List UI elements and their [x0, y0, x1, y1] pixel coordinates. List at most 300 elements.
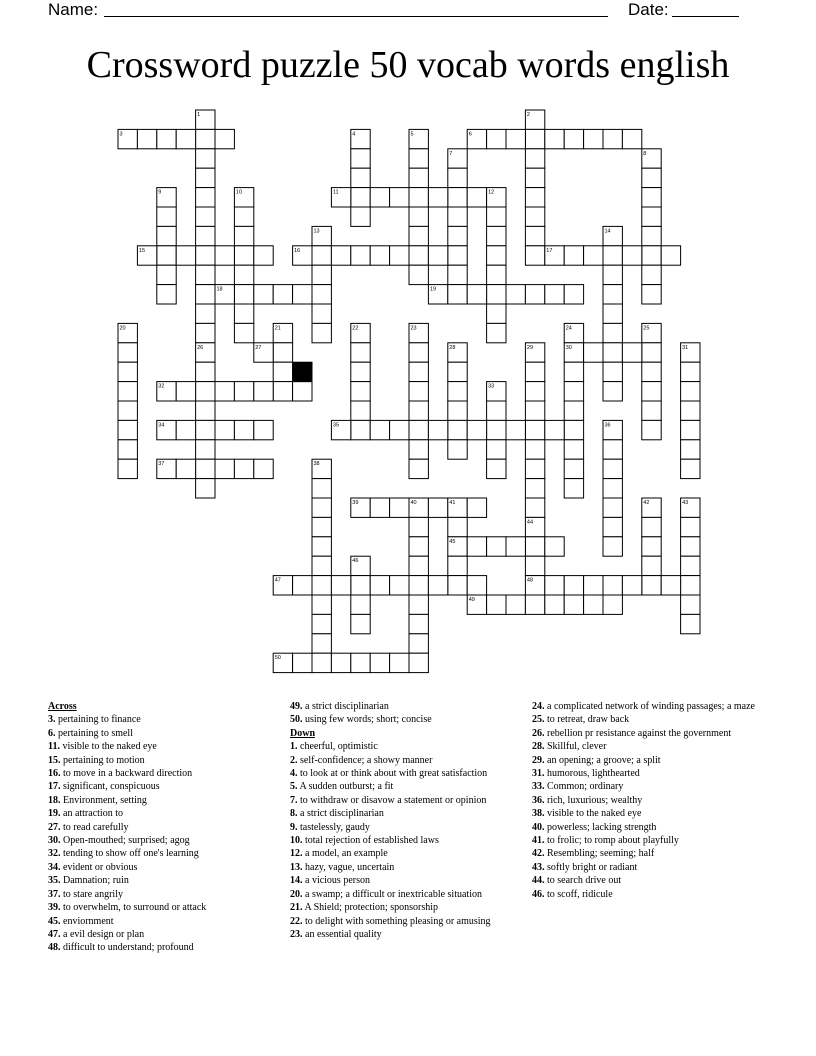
grid-cell[interactable]: [409, 517, 428, 536]
grid-cell[interactable]: [176, 246, 195, 265]
grid-cell[interactable]: [564, 459, 583, 478]
grid-cell[interactable]: [293, 576, 312, 595]
grid-cell[interactable]: [351, 653, 370, 672]
grid-cell[interactable]: [681, 440, 700, 459]
grid-cell[interactable]: [487, 459, 506, 478]
grid-cell[interactable]: [390, 498, 409, 517]
clue-text: tending to show off one's learning: [60, 848, 199, 860]
grid-cell[interactable]: [448, 401, 467, 420]
clue-number: 34.: [48, 861, 61, 873]
grid-cell[interactable]: [487, 129, 506, 148]
grid-cell[interactable]: [157, 129, 176, 148]
grid-cell[interactable]: [312, 614, 331, 633]
grid-cell[interactable]: [196, 168, 215, 187]
grid-cell[interactable]: [681, 556, 700, 575]
grid-cell[interactable]: [118, 343, 137, 362]
grid-cell[interactable]: [312, 323, 331, 342]
grid-cell[interactable]: [196, 304, 215, 323]
grid-cell[interactable]: [525, 168, 544, 187]
clue-text: to move in a backward direction: [60, 768, 193, 780]
grid-cell[interactable]: [409, 343, 428, 362]
grid-cell[interactable]: [196, 265, 215, 284]
grid-cell[interactable]: [564, 246, 583, 265]
grid-cell[interactable]: [331, 576, 350, 595]
grid-cell[interactable]: [176, 420, 195, 439]
grid-cell[interactable]: [525, 401, 544, 420]
grid-cell[interactable]: [390, 420, 409, 439]
grid-cell[interactable]: [525, 285, 544, 304]
clue-item: [290, 713, 522, 726]
clue-number: 9.: [290, 821, 298, 833]
clue-item: [290, 847, 522, 860]
grid-cell[interactable]: [642, 576, 661, 595]
grid-cell[interactable]: [564, 362, 583, 381]
grid-cell[interactable]: [118, 362, 137, 381]
grid-cell[interactable]: [448, 440, 467, 459]
grid-cell[interactable]: [487, 285, 506, 304]
grid-cell[interactable]: [351, 576, 370, 595]
grid-cell[interactable]: [331, 653, 350, 672]
grid-cell[interactable]: [487, 401, 506, 420]
grid-cell[interactable]: [312, 479, 331, 498]
grid-cell[interactable]: [196, 188, 215, 207]
grid-cell[interactable]: [506, 285, 525, 304]
grid-cell[interactable]: [545, 129, 564, 148]
grid-cell[interactable]: [351, 168, 370, 187]
grid-cell[interactable]: [196, 129, 215, 148]
grid-cell[interactable]: [564, 382, 583, 401]
grid-cell[interactable]: [467, 285, 486, 304]
grid-cell[interactable]: [564, 576, 583, 595]
grid-cell[interactable]: [525, 246, 544, 265]
grid-cell[interactable]: [234, 420, 253, 439]
grid-cell[interactable]: [409, 595, 428, 614]
grid-cell[interactable]: [312, 285, 331, 304]
grid-cell[interactable]: [506, 595, 525, 614]
grid-cell[interactable]: [467, 420, 486, 439]
grid-cell[interactable]: [390, 246, 409, 265]
grid-cell[interactable]: [254, 246, 273, 265]
clue-item: [532, 780, 764, 793]
grid-cell[interactable]: [545, 420, 564, 439]
grid-cell[interactable]: [176, 382, 195, 401]
clue-text: a swamp; a difficult or inextricable situation: [302, 888, 482, 900]
grid-cell[interactable]: [661, 246, 680, 265]
grid-cell[interactable]: [293, 285, 312, 304]
grid-cell[interactable]: [603, 362, 622, 381]
grid-cell[interactable]: [196, 207, 215, 226]
clue-number: 2.: [290, 754, 298, 766]
grid-cell[interactable]: [603, 459, 622, 478]
grid-cell[interactable]: [525, 382, 544, 401]
grid-cell[interactable]: [642, 420, 661, 439]
grid-cell[interactable]: [642, 537, 661, 556]
grid-cell[interactable]: [196, 246, 215, 265]
grid-cell[interactable]: [622, 246, 641, 265]
grid-cell[interactable]: [196, 459, 215, 478]
clue-number: 31.: [532, 768, 545, 780]
cell-number: 11: [332, 189, 339, 196]
grid-cell[interactable]: [351, 401, 370, 420]
grid-cell[interactable]: [642, 226, 661, 245]
cell-number: 37: [158, 461, 165, 468]
grid-cell[interactable]: [351, 149, 370, 168]
grid-cell[interactable]: [467, 537, 486, 556]
grid-cell[interactable]: [196, 440, 215, 459]
grid-cell[interactable]: [448, 517, 467, 536]
grid-cell[interactable]: [603, 265, 622, 284]
grid-cell[interactable]: [273, 285, 292, 304]
grid-cell[interactable]: [487, 323, 506, 342]
grid-cell[interactable]: [584, 595, 603, 614]
grid-cell[interactable]: [312, 246, 331, 265]
grid-cell[interactable]: [545, 595, 564, 614]
grid-cell[interactable]: [603, 440, 622, 459]
grid-cell[interactable]: [603, 343, 622, 362]
cell-number: 13: [313, 228, 320, 235]
grid-cell[interactable]: [487, 226, 506, 245]
grid-cell[interactable]: [118, 440, 137, 459]
grid-cell[interactable]: [525, 129, 544, 148]
grid-cell[interactable]: [409, 556, 428, 575]
grid-cell[interactable]: [525, 479, 544, 498]
grid-cell[interactable]: [448, 168, 467, 187]
grid-cell[interactable]: [409, 634, 428, 653]
grid-cell[interactable]: [176, 129, 195, 148]
grid-cell[interactable]: [448, 188, 467, 207]
grid-cell[interactable]: [409, 614, 428, 633]
clue-item: [290, 754, 522, 767]
grid-cell[interactable]: [293, 382, 312, 401]
grid-cell[interactable]: [525, 498, 544, 517]
grid-cell[interactable]: [351, 362, 370, 381]
grid-cell[interactable]: [525, 556, 544, 575]
grid-cell[interactable]: [487, 265, 506, 284]
grid-cell[interactable]: [273, 343, 292, 362]
grid-cell[interactable]: [487, 440, 506, 459]
grid-cell[interactable]: [409, 440, 428, 459]
grid-cell[interactable]: [409, 226, 428, 245]
clue-item: [532, 740, 764, 753]
grid-cell[interactable]: [525, 362, 544, 381]
grid-cell[interactable]: [681, 517, 700, 536]
clue-item: [48, 794, 270, 807]
grid-cell[interactable]: [157, 207, 176, 226]
grid-cell[interactable]: [642, 382, 661, 401]
grid-cell[interactable]: [312, 498, 331, 517]
grid-cell[interactable]: [545, 285, 564, 304]
grid-cell[interactable]: [157, 246, 176, 265]
grid-cell[interactable]: [234, 246, 253, 265]
grid-cell[interactable]: [642, 517, 661, 536]
grid-cell[interactable]: [273, 382, 292, 401]
grid-cell[interactable]: [448, 207, 467, 226]
grid-cell[interactable]: [409, 362, 428, 381]
cell-number: 33: [488, 383, 495, 390]
grid-cell[interactable]: [118, 382, 137, 401]
grid-cell[interactable]: [584, 129, 603, 148]
grid-cell[interactable]: [273, 362, 292, 381]
grid-cell[interactable]: [409, 653, 428, 672]
grid-cell[interactable]: [428, 246, 447, 265]
grid-cell[interactable]: [196, 149, 215, 168]
grid-cell[interactable]: [487, 595, 506, 614]
grid-cell[interactable]: [234, 226, 253, 245]
grid-cell[interactable]: [215, 459, 234, 478]
grid-cell[interactable]: [681, 401, 700, 420]
grid-cell[interactable]: [409, 149, 428, 168]
grid-cell[interactable]: [603, 285, 622, 304]
grid-cell[interactable]: [234, 382, 253, 401]
grid-cell[interactable]: [428, 576, 447, 595]
grid-cell[interactable]: [409, 420, 428, 439]
clue-number: 8.: [290, 808, 298, 820]
grid-cell[interactable]: [642, 265, 661, 284]
grid-cell[interactable]: [118, 401, 137, 420]
grid-cell[interactable]: [215, 246, 234, 265]
clue-text: A Shield; protection; sponsorship: [302, 902, 439, 914]
grid-cell[interactable]: [351, 343, 370, 362]
grid-cell[interactable]: [234, 304, 253, 323]
grid-cell[interactable]: [448, 382, 467, 401]
grid-cell[interactable]: [467, 576, 486, 595]
grid-cell[interactable]: [370, 576, 389, 595]
grid-cell[interactable]: [584, 246, 603, 265]
grid-cell[interactable]: [254, 382, 273, 401]
grid-cell[interactable]: [254, 285, 273, 304]
grid-cell[interactable]: [525, 537, 544, 556]
clue-number: 20.: [290, 888, 303, 900]
grid-cell[interactable]: [642, 168, 661, 187]
grid-cell[interactable]: [409, 537, 428, 556]
grid-cell[interactable]: [642, 343, 661, 362]
grid-cell[interactable]: [622, 576, 641, 595]
grid-cell[interactable]: [390, 188, 409, 207]
grid-cell[interactable]: [564, 285, 583, 304]
grid-cell[interactable]: [370, 498, 389, 517]
grid-cell[interactable]: [312, 537, 331, 556]
clue-number: 7.: [290, 794, 298, 806]
grid-cell[interactable]: [448, 246, 467, 265]
grid-cell[interactable]: [351, 595, 370, 614]
grid-cell[interactable]: [409, 246, 428, 265]
grid-cell[interactable]: [622, 343, 641, 362]
grid-cell[interactable]: [506, 129, 525, 148]
grid-cell[interactable]: [351, 382, 370, 401]
grid-cell[interactable]: [603, 129, 622, 148]
grid-cell[interactable]: [506, 420, 525, 439]
grid-cell[interactable]: [234, 207, 253, 226]
grid-cell[interactable]: [448, 265, 467, 284]
grid-cell[interactable]: [681, 576, 700, 595]
grid-cell[interactable]: [603, 517, 622, 536]
grid-cell[interactable]: [370, 420, 389, 439]
grid-cell[interactable]: [603, 323, 622, 342]
grid-cell[interactable]: [157, 285, 176, 304]
grid-cell[interactable]: [409, 459, 428, 478]
grid-cell[interactable]: [390, 576, 409, 595]
grid-cell[interactable]: [312, 304, 331, 323]
grid-cell[interactable]: [525, 149, 544, 168]
grid-cell[interactable]: [234, 459, 253, 478]
grid-cell[interactable]: [312, 653, 331, 672]
grid-cell[interactable]: [642, 285, 661, 304]
grid-cell[interactable]: [564, 129, 583, 148]
clue-text: A sudden outburst; a fit: [297, 781, 394, 793]
grid-cell[interactable]: [681, 459, 700, 478]
grid-cell[interactable]: [331, 246, 350, 265]
grid-cell[interactable]: [176, 459, 195, 478]
grid-cell[interactable]: [603, 537, 622, 556]
clue-item: [48, 834, 270, 847]
grid-cell[interactable]: [370, 188, 389, 207]
grid-cell[interactable]: [448, 285, 467, 304]
grid-cell[interactable]: [428, 188, 447, 207]
grid-cell[interactable]: [622, 129, 641, 148]
grid-cell[interactable]: [681, 614, 700, 633]
clue-text: powerless; lacking strength: [544, 821, 657, 833]
grid-cell[interactable]: [137, 129, 156, 148]
grid-cell[interactable]: [118, 420, 137, 439]
grid-cell[interactable]: [584, 576, 603, 595]
grid-cell[interactable]: [487, 207, 506, 226]
grid-cell[interactable]: [312, 556, 331, 575]
grid-cell[interactable]: [448, 576, 467, 595]
grid-cell[interactable]: [196, 362, 215, 381]
grid-cell[interactable]: [157, 265, 176, 284]
grid-cell[interactable]: [506, 537, 525, 556]
grid-cell[interactable]: [487, 246, 506, 265]
grid-cell[interactable]: [603, 246, 622, 265]
grid-cell[interactable]: [545, 537, 564, 556]
grid-cell[interactable]: [351, 188, 370, 207]
grid-cell[interactable]: [525, 459, 544, 478]
clue-text: a strict disciplinarian: [302, 701, 389, 712]
grid-cell[interactable]: [642, 207, 661, 226]
grid-cell[interactable]: [467, 498, 486, 517]
grid-cell[interactable]: [312, 595, 331, 614]
cell-number: 22: [352, 325, 359, 332]
grid-cell[interactable]: [196, 382, 215, 401]
clue-item: [532, 727, 764, 740]
grid-cell[interactable]: [564, 479, 583, 498]
grid-cell[interactable]: [351, 614, 370, 633]
grid-cell[interactable]: [312, 517, 331, 536]
grid-cell[interactable]: [448, 362, 467, 381]
grid-cell[interactable]: [681, 537, 700, 556]
grid-cell[interactable]: [564, 420, 583, 439]
grid-cell[interactable]: [487, 420, 506, 439]
grid-cell[interactable]: [603, 595, 622, 614]
grid-cell[interactable]: [312, 576, 331, 595]
grid-cell[interactable]: [681, 362, 700, 381]
grid-cell[interactable]: [642, 556, 661, 575]
grid-cell[interactable]: [584, 343, 603, 362]
grid-cell[interactable]: [254, 459, 273, 478]
grid-cell[interactable]: [487, 537, 506, 556]
clue-item: [290, 915, 522, 928]
grid-cell[interactable]: [681, 382, 700, 401]
grid-cell[interactable]: [603, 576, 622, 595]
grid-cell[interactable]: [564, 595, 583, 614]
grid-cell[interactable]: [448, 226, 467, 245]
grid-cell[interactable]: [642, 401, 661, 420]
grid-cell[interactable]: [642, 362, 661, 381]
grid-cell[interactable]: [196, 401, 215, 420]
cell-number: 30: [565, 344, 572, 351]
grid-cell[interactable]: [196, 226, 215, 245]
grid-cell[interactable]: [118, 459, 137, 478]
grid-cell[interactable]: [370, 246, 389, 265]
grid-cell[interactable]: [409, 168, 428, 187]
clue-item: [532, 767, 764, 780]
grid-cell[interactable]: [351, 420, 370, 439]
grid-cell[interactable]: [409, 207, 428, 226]
grid-cell[interactable]: [409, 265, 428, 284]
grid-cell[interactable]: [351, 246, 370, 265]
grid-cell[interactable]: [525, 595, 544, 614]
grid-cell[interactable]: [390, 653, 409, 672]
grid-cell[interactable]: [564, 401, 583, 420]
grid-cell[interactable]: [448, 420, 467, 439]
grid-cell[interactable]: [525, 207, 544, 226]
grid-cell[interactable]: [409, 382, 428, 401]
grid-cell[interactable]: [428, 420, 447, 439]
grid-cell[interactable]: [409, 401, 428, 420]
grid-cell[interactable]: [351, 207, 370, 226]
grid-cell[interactable]: [196, 479, 215, 498]
grid-cell[interactable]: [215, 420, 234, 439]
grid-cell[interactable]: [603, 498, 622, 517]
grid-cell[interactable]: [642, 188, 661, 207]
grid-cell[interactable]: [681, 420, 700, 439]
grid-cell[interactable]: [254, 420, 273, 439]
grid-cell[interactable]: [234, 285, 253, 304]
grid-cell[interactable]: [603, 304, 622, 323]
grid-cell[interactable]: [196, 285, 215, 304]
grid-cell[interactable]: [312, 265, 331, 284]
grid-cell[interactable]: [642, 246, 661, 265]
grid-cell[interactable]: [525, 440, 544, 459]
grid-cell[interactable]: [661, 576, 680, 595]
grid-cell[interactable]: [525, 420, 544, 439]
grid-cell[interactable]: [293, 653, 312, 672]
grid-cell[interactable]: [545, 576, 564, 595]
grid-cell[interactable]: [234, 265, 253, 284]
grid-cell[interactable]: [603, 479, 622, 498]
grid-cell[interactable]: [448, 556, 467, 575]
grid-cell[interactable]: [467, 188, 486, 207]
grid-cell[interactable]: [603, 382, 622, 401]
clue-item: [48, 740, 270, 753]
grid-cell[interactable]: [564, 440, 583, 459]
grid-cell[interactable]: [157, 226, 176, 245]
grid-cell[interactable]: [196, 420, 215, 439]
grid-cell[interactable]: [681, 595, 700, 614]
grid-cell[interactable]: [234, 323, 253, 342]
grid-cell[interactable]: [370, 653, 389, 672]
grid-cell[interactable]: [215, 129, 234, 148]
grid-cell[interactable]: [525, 226, 544, 245]
grid-cell[interactable]: [409, 188, 428, 207]
grid-cell[interactable]: [525, 188, 544, 207]
grid-cell[interactable]: [215, 382, 234, 401]
grid-cell[interactable]: [487, 304, 506, 323]
grid-cell[interactable]: [312, 634, 331, 653]
grid-cell[interactable]: [428, 498, 447, 517]
grid-cell[interactable]: [196, 323, 215, 342]
grid-cell[interactable]: [409, 576, 428, 595]
